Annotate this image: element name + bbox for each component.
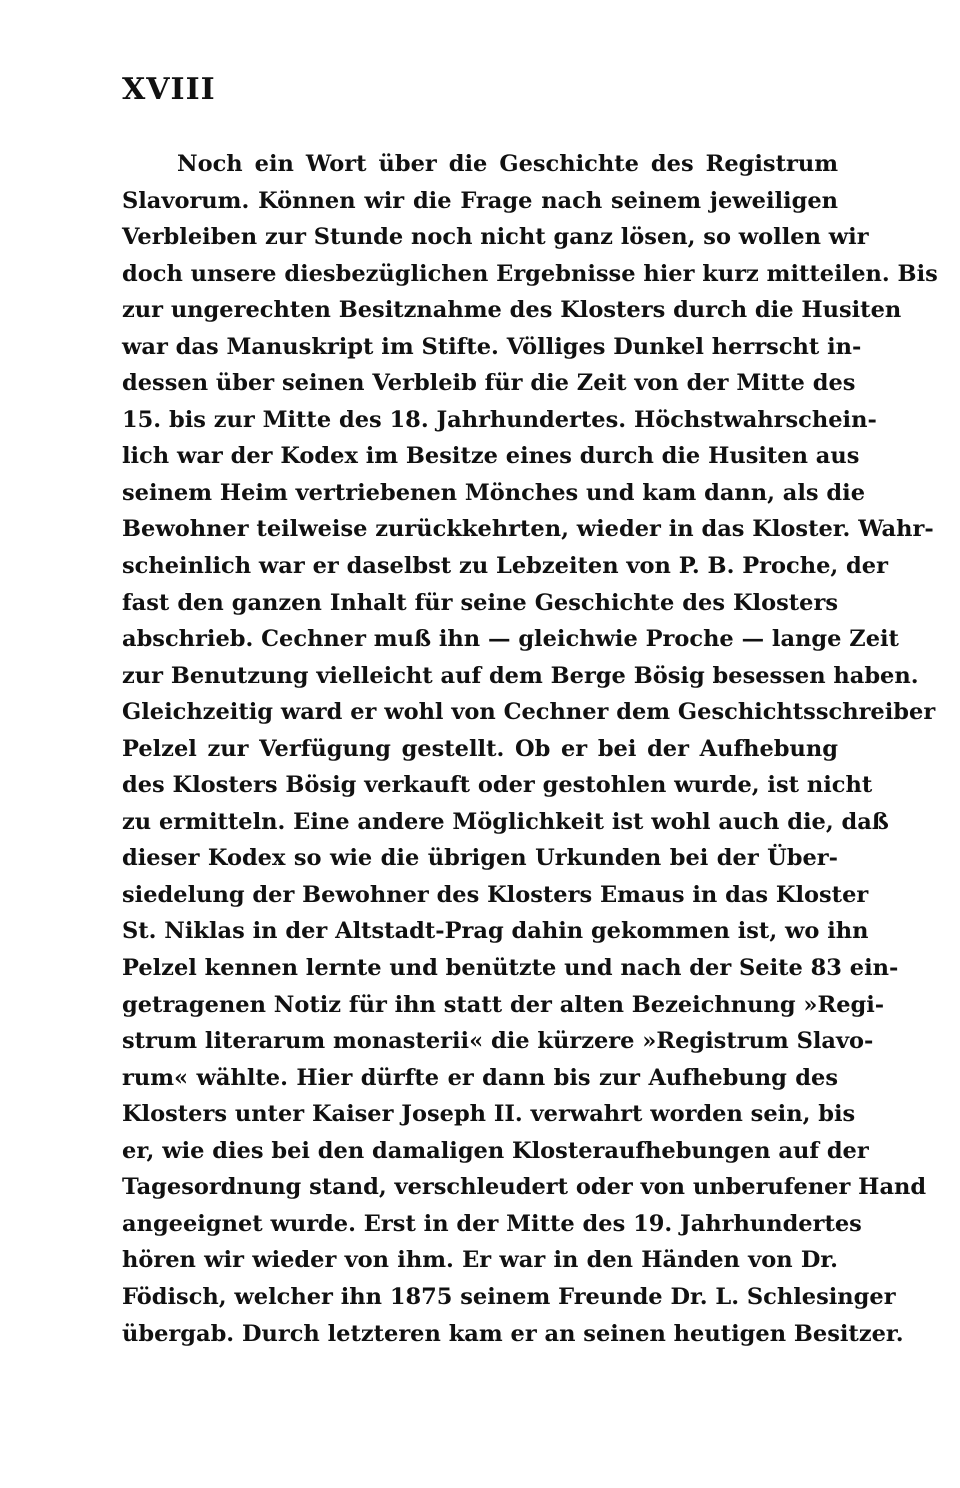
text-line: fast den ganzen Inhalt für seine Geschichte des Klosters (122, 589, 838, 616)
text-line: dessen über seinen Verbleib für die Zeit von der Mitte des (122, 370, 856, 397)
text-line: strum literarum monasterii« die kürzere »Registrum Slavo- (122, 1028, 874, 1055)
text-line: rum« wählte. Hier dürfte er dann bis zur Aufhebung des (122, 1064, 838, 1091)
text-line: scheinlich war er daselbst zu Lebzeiten von P. B. Proche, der (122, 553, 888, 580)
paragraph (122, 146, 938, 1352)
text-line: lich war der Kodex im Besitze eines durch die Husiten aus (122, 443, 860, 470)
text-line: Gleichzeitig ward er wohl von Cechner dem Geschichtsschreiber (122, 699, 936, 726)
text-line: Klosters unter Kaiser Joseph II. verwahrt worden sein, bis (122, 1101, 856, 1128)
text-line: Noch ein Wort über die Geschichte des Registrum (177, 151, 838, 177)
text-line: hören wir wieder von ihm. Er war in den Händen von Dr. (122, 1247, 838, 1274)
text-line: siedelung der Bewohner des Klosters Emaus in das Kloster (122, 881, 869, 908)
text-line: zur Benutzung vielleicht auf dem Berge Bösig besessen haben. (122, 662, 919, 689)
page-number: XVIII (122, 72, 216, 107)
text-line: war das Manuskript im Stifte. Völliges Dunkel herrscht in- (122, 333, 862, 360)
text-line: zur ungerechten Besitznahme des Klosters durch die Husiten (122, 297, 902, 324)
text-line: Pelzel zur Verfügung gestellt. Ob er bei der Aufhebung (122, 735, 838, 762)
text-line: dieser Kodex so wie die übrigen Urkunden bei der Über- (122, 845, 838, 872)
text-line: Pelzel kennen lernte und benützte und nach der Seite 83 ein- (122, 955, 899, 982)
text-line: Slavorum. Können wir die Frage nach seinem jeweiligen (122, 187, 838, 214)
text-line: Verbleiben zur Stunde noch nicht ganz lösen, so wollen wir (122, 224, 869, 251)
text-line: Bewohner teilweise zurückkehrten, wieder in das Kloster. Wahr- (122, 516, 934, 543)
text-line: St. Niklas in der Altstadt-Prag dahin gekommen ist, wo ihn (122, 918, 869, 945)
text-line: seinem Heim vertriebenen Mönches und kam dann, als die (122, 479, 866, 506)
text-line: Tagesordnung stand, verschleudert oder von unberufener Hand (122, 1174, 927, 1201)
text-line: er, wie dies bei den damaligen Klosteraufhebungen auf der (122, 1137, 869, 1164)
text-line: übergab. Durch letzteren kam er an seinen heutigen Besitzer. (122, 1320, 904, 1347)
text-line: angeeignet wurde. Erst in der Mitte des 19. Jahrhundertes (122, 1210, 862, 1237)
text-line: abschrieb. Cechner muß ihn — gleichwie Proche — lange Zeit (122, 626, 899, 653)
text-line: zu ermitteln. Eine andere Möglichkeit ist wohl auch die, daß (122, 808, 889, 835)
text-line: des Klosters Bösig verkauft oder gestohlen wurde, ist nicht (122, 772, 873, 799)
text-line: getragenen Notiz für ihn statt der alten Bezeichnung »Regi- (122, 991, 885, 1018)
text-line: Födisch, welcher ihn 1875 seinem Freunde Dr. L. Schlesinger (122, 1283, 896, 1310)
text-line: doch unsere diesbezüglichen Ergebnisse hier kurz mitteilen. Bis (122, 260, 938, 287)
text-line: 15. bis zur Mitte des 18. Jahrhundertes. Höchstwahrschein- (122, 406, 877, 433)
